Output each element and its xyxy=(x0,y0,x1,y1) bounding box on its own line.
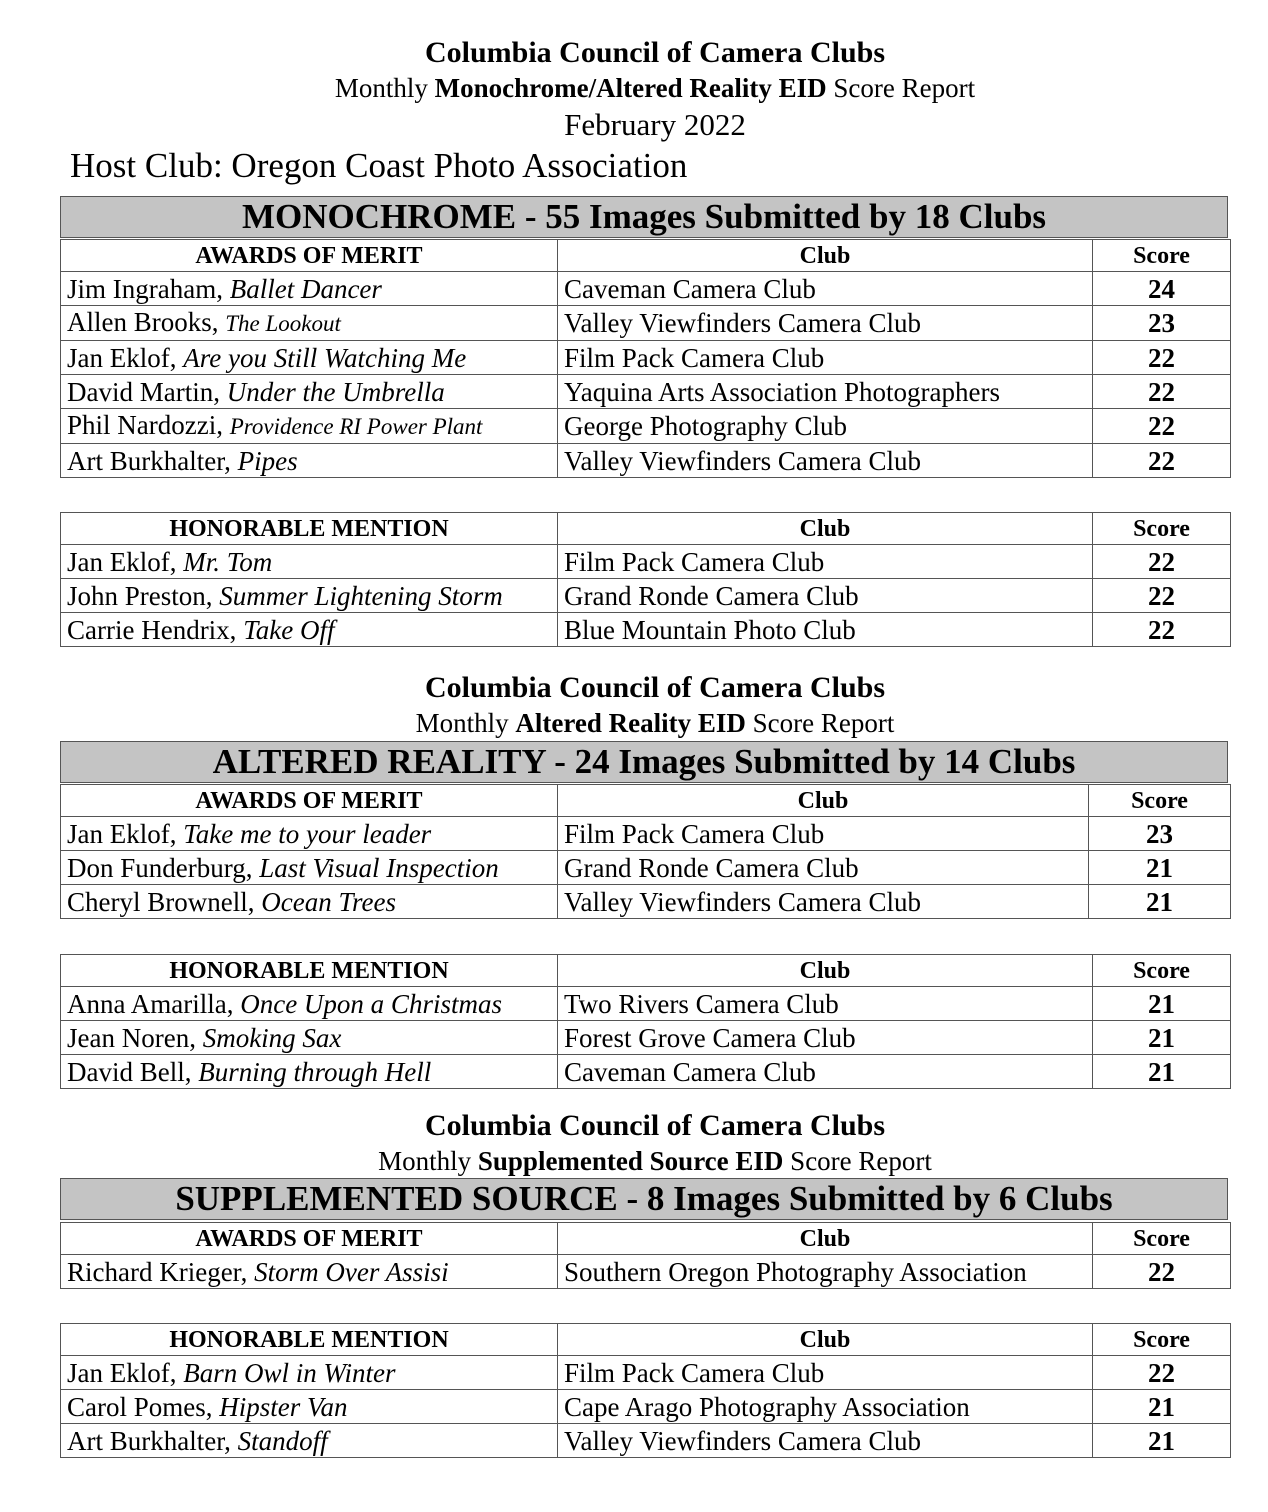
score-cell: 23 xyxy=(1089,817,1231,851)
score-cell: 24 xyxy=(1093,272,1231,306)
host-club: Host Club: Oregon Coast Photo Association xyxy=(70,146,688,185)
supplemented-awards-table xyxy=(60,1222,1231,1289)
table-row xyxy=(61,579,1231,613)
entry-cell: Jan Eklof, Are you Still Watching Me xyxy=(61,341,558,375)
header-score: Score xyxy=(1093,1324,1231,1356)
supplemented-honorable-table xyxy=(60,1323,1231,1458)
club-cell: Film Pack Camera Club xyxy=(558,1356,1093,1390)
header-club: Club xyxy=(558,785,1089,817)
supplemented-source-banner: SUPPLEMENTED SOURCE - 8 Images Submitted by 6 Clubs xyxy=(60,1178,1228,1220)
entry-cell: Jean Noren, Smoking Sax xyxy=(61,1021,558,1055)
report-subtitle-2: Monthly Altered Reality EID Score Report xyxy=(415,708,895,738)
table-row xyxy=(61,409,1231,444)
score-cell: 22 xyxy=(1093,579,1231,613)
score-cell: 22 xyxy=(1093,613,1231,647)
table-row xyxy=(61,375,1231,409)
club-cell: Grand Ronde Camera Club xyxy=(558,579,1093,613)
score-cell: 22 xyxy=(1093,545,1231,579)
club-cell: Valley Viewfinders Camera Club xyxy=(558,885,1089,919)
score-cell: 22 xyxy=(1093,341,1231,375)
table-row xyxy=(61,1255,1231,1289)
club-cell: Valley Viewfinders Camera Club xyxy=(558,444,1093,478)
entry-cell: Carrie Hendrix, Take Off xyxy=(61,613,558,647)
score-cell: 22 xyxy=(1093,375,1231,409)
table-row xyxy=(61,613,1231,647)
entry-cell: Jan Eklof, Mr. Tom xyxy=(61,545,558,579)
header-honorable: HONORABLE MENTION xyxy=(61,513,558,545)
entry-cell: John Preston, Summer Lightening Storm xyxy=(61,579,558,613)
table-row xyxy=(61,444,1231,478)
club-cell: Valley Viewfinders Camera Club xyxy=(558,1424,1093,1458)
entry-cell: David Bell, Burning through Hell xyxy=(61,1055,558,1089)
table-row xyxy=(61,987,1231,1021)
header-score: Score xyxy=(1093,513,1231,545)
table-row xyxy=(61,1424,1231,1458)
club-cell: Valley Viewfinders Camera Club xyxy=(558,306,1093,341)
header-score: Score xyxy=(1089,785,1231,817)
monochrome-honorable-table xyxy=(60,512,1231,647)
table-row xyxy=(61,545,1231,579)
club-cell: George Photography Club xyxy=(558,409,1093,444)
monochrome-banner: MONOCHROME - 55 Images Submitted by 18 Clubs xyxy=(60,196,1228,238)
header-club: Club xyxy=(558,955,1093,987)
club-cell: Yaquina Arts Association Photographers xyxy=(558,375,1093,409)
table-row xyxy=(61,272,1231,306)
score-cell: 21 xyxy=(1093,1424,1231,1458)
score-cell: 21 xyxy=(1089,851,1231,885)
entry-cell: David Martin, Under the Umbrella xyxy=(61,375,558,409)
club-cell: Two Rivers Camera Club xyxy=(558,987,1093,1021)
org-title-2: Columbia Council of Camera Clubs xyxy=(424,671,886,704)
entry-cell: Anna Amarilla, Once Upon a Christmas xyxy=(61,987,558,1021)
club-cell: Blue Mountain Photo Club xyxy=(558,613,1093,647)
altered-awards-table xyxy=(60,784,1231,919)
org-title-1: Columbia Council of Camera Clubs xyxy=(424,36,886,69)
score-cell: 22 xyxy=(1093,1255,1231,1289)
table-row xyxy=(61,885,1231,919)
report-date: February 2022 xyxy=(564,107,746,142)
entry-cell: Carol Pomes, Hipster Van xyxy=(61,1390,558,1424)
entry-cell: Allen Brooks, The Lookout xyxy=(61,306,558,341)
club-cell: Film Pack Camera Club xyxy=(558,817,1089,851)
report-subtitle-1: Monthly Monochrome/Altered Reality EID Score Report xyxy=(334,73,976,103)
table-row xyxy=(61,817,1231,851)
table-row xyxy=(61,1390,1231,1424)
header-club: Club xyxy=(558,240,1093,272)
club-cell: Film Pack Camera Club xyxy=(558,341,1093,375)
monochrome-awards-table xyxy=(60,239,1231,478)
header-honorable: HONORABLE MENTION xyxy=(61,955,558,987)
org-title-3: Columbia Council of Camera Clubs xyxy=(424,1109,886,1142)
header-awards: AWARDS OF MERIT xyxy=(61,240,558,272)
table-row xyxy=(61,306,1231,341)
score-cell: 21 xyxy=(1093,987,1231,1021)
club-cell: Grand Ronde Camera Club xyxy=(558,851,1089,885)
header-awards: AWARDS OF MERIT xyxy=(61,785,558,817)
club-cell: Caveman Camera Club xyxy=(558,272,1093,306)
header-club: Club xyxy=(558,1223,1093,1255)
header-score: Score xyxy=(1093,1223,1231,1255)
table-row xyxy=(61,1055,1231,1089)
club-cell: Cape Arago Photography Association xyxy=(558,1390,1093,1424)
altered-honorable-table xyxy=(60,954,1231,1089)
entry-cell: Jan Eklof, Barn Owl in Winter xyxy=(61,1356,558,1390)
table-row xyxy=(61,341,1231,375)
club-cell: Southern Oregon Photography Association xyxy=(558,1255,1093,1289)
entry-cell: Jim Ingraham, Ballet Dancer xyxy=(61,272,558,306)
club-cell: Forest Grove Camera Club xyxy=(558,1021,1093,1055)
entry-cell: Don Funderburg, Last Visual Inspection xyxy=(61,851,558,885)
header-club: Club xyxy=(558,513,1093,545)
score-cell: 21 xyxy=(1089,885,1231,919)
header-club: Club xyxy=(558,1324,1093,1356)
score-cell: 21 xyxy=(1093,1390,1231,1424)
score-cell: 23 xyxy=(1093,306,1231,341)
score-cell: 22 xyxy=(1093,409,1231,444)
header-awards: AWARDS OF MERIT xyxy=(61,1223,558,1255)
header-score: Score xyxy=(1093,240,1231,272)
table-row xyxy=(61,1356,1231,1390)
entry-cell: Art Burkhalter, Pipes xyxy=(61,444,558,478)
report-subtitle-3: Monthly Supplemented Source EID Score Report xyxy=(378,1146,932,1176)
entry-cell: Art Burkhalter, Standoff xyxy=(61,1424,558,1458)
entry-cell: Richard Krieger, Storm Over Assisi xyxy=(61,1255,558,1289)
header-honorable: HONORABLE MENTION xyxy=(61,1324,558,1356)
entry-cell: Jan Eklof, Take me to your leader xyxy=(61,817,558,851)
score-cell: 21 xyxy=(1093,1021,1231,1055)
club-cell: Caveman Camera Club xyxy=(558,1055,1093,1089)
table-row xyxy=(61,1021,1231,1055)
table-row xyxy=(61,851,1231,885)
altered-reality-banner: ALTERED REALITY - 24 Images Submitted by 14 Clubs xyxy=(60,741,1228,783)
score-cell: 22 xyxy=(1093,444,1231,478)
score-cell: 21 xyxy=(1093,1055,1231,1089)
score-cell: 22 xyxy=(1093,1356,1231,1390)
entry-cell: Cheryl Brownell, Ocean Trees xyxy=(61,885,558,919)
club-cell: Film Pack Camera Club xyxy=(558,545,1093,579)
header-score: Score xyxy=(1093,955,1231,987)
entry-cell: Phil Nardozzi, Providence RI Power Plant xyxy=(61,409,558,444)
